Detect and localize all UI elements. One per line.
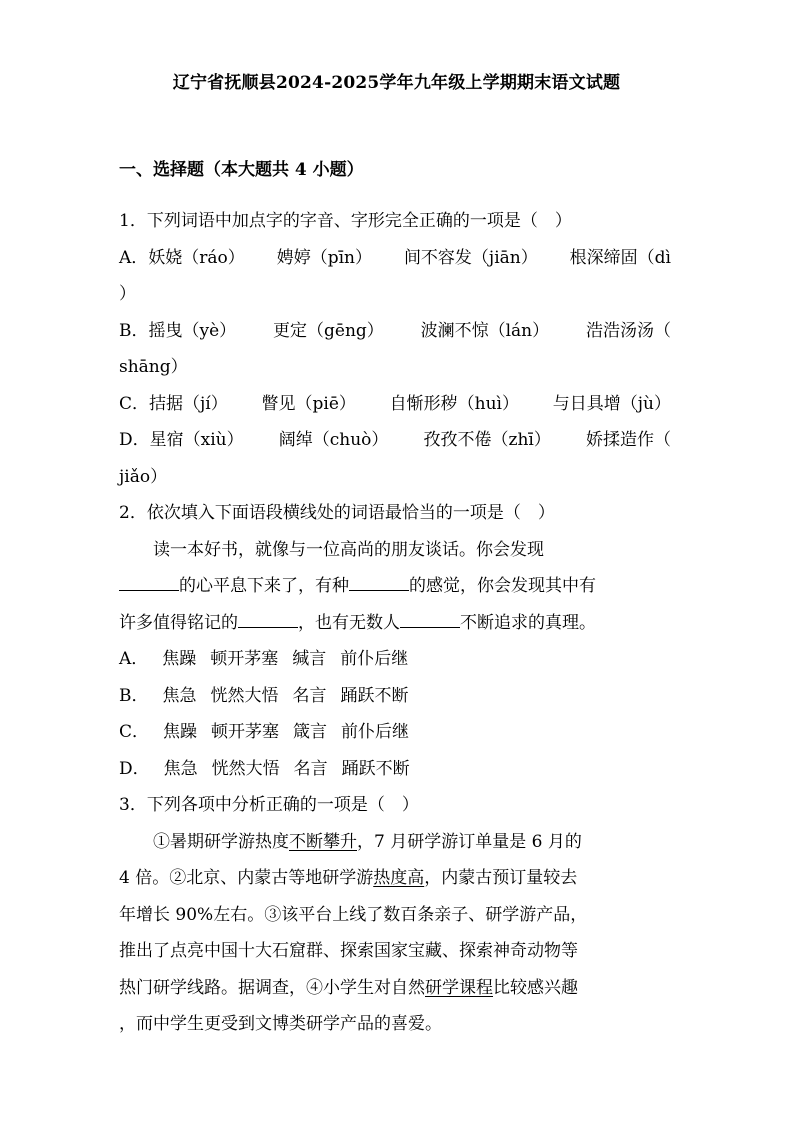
q3-passage-line-6: ，而中学生更受到文博类研学产品的喜爱。 xyxy=(119,1014,442,1034)
q1-a-item-3: 间不容发（jiān） xyxy=(403,247,538,268)
q1-option-b xyxy=(119,313,671,350)
q3-passage-line-3: 年增长 90%左右。③该平台上线了数百条亲子、研学游产品， xyxy=(119,904,588,925)
q2-option-c: C． 焦躁 顿开茅塞 箴言 前仆后继 xyxy=(119,722,410,742)
answer-blank-3[interactable] xyxy=(238,607,298,628)
questions-body xyxy=(119,203,671,1043)
q2-option-a: A． 焦躁 顿开茅塞 缄言 前仆后继 xyxy=(119,649,409,669)
q3-passage-line-1: ①暑期研学游热度不断攀升，7 月研学游订单量是 6 月的 xyxy=(153,831,582,852)
underlined-phrase-1: 不断攀升 xyxy=(289,831,357,852)
q2-passage-line-3: 许多值得铭记的 ，也有无数人 不断追求的真理。 xyxy=(119,605,671,642)
q1-stem: 1．下列词语中加点字的字音、字形完全正确的一项是（ ） xyxy=(119,211,572,231)
q1-b-item-4: 浩浩汤汤（ xyxy=(585,320,671,341)
q1-d-item-1: D．星宿（xiù） xyxy=(119,430,244,450)
q1-a-item-4: 根深缔固（dì xyxy=(569,247,671,268)
underlined-phrase-4: 研学课程 xyxy=(425,977,493,998)
answer-blank-4[interactable] xyxy=(400,607,460,628)
q1-c-item-3: 自惭形秽（huì） xyxy=(389,393,519,414)
q3-passage-line-5: 热门研学线路。据调查，④小学生对自然研学课程比较感兴趣 xyxy=(119,977,578,998)
q1-d-item-2: 阔绰（chuò） xyxy=(278,430,389,450)
q1-b-item-2: 更定（gēng） xyxy=(273,320,384,341)
q1-d-item-3: 孜孜不倦（zhī） xyxy=(423,430,551,450)
q1-c-item-1: C．拮据（jí） xyxy=(119,393,228,414)
q2-passage-line-1: 读一本好书，就像与一位高尚的朋友谈话。你会发现 xyxy=(153,539,544,560)
q2-passage-line-2: 的心平息下来了，有种 的感觉，你会发现其中有 xyxy=(119,568,671,605)
answer-blank-1[interactable] xyxy=(119,570,179,591)
q1-option-b-tail: shāng） xyxy=(119,357,188,377)
q2-stem: 2．依次填入下面语段横线处的词语最恰当的一项是（ ） xyxy=(119,503,555,523)
q1-c-item-4: 与日具增（jù） xyxy=(552,393,671,414)
q1-c-item-2: 瞥见（piē） xyxy=(261,393,356,414)
q3-stem: 3．下列各项中分析正确的一项是（ ） xyxy=(119,795,419,815)
page-title: 辽宁省抚顺县2024-2025学年九年级上学期期末语文试题 xyxy=(172,73,621,93)
q3-passage-line-4: 推出了点亮中国十大石窟群、探索国家宝藏、探索神奇动物等 xyxy=(119,941,578,961)
q2-option-b: B． 焦急 恍然大悟 名言 踊跃不断 xyxy=(119,685,409,706)
q1-option-a xyxy=(119,240,671,277)
q1-option-a-tail: ） xyxy=(119,284,136,304)
q1-a-item-2: 娉婷（pīn） xyxy=(276,247,372,268)
q1-a-item-1: A．妖娆（ráo） xyxy=(119,247,245,268)
q1-option-d xyxy=(119,422,671,459)
section-heading: 一、选择题（本大题共 4 小题） xyxy=(119,160,364,180)
q1-d-item-4: 娇揉造作（ xyxy=(586,430,671,450)
q1-option-d-tail: jiǎo） xyxy=(119,466,168,487)
q1-option-c xyxy=(119,386,671,423)
q1-b-item-3: 波澜不惊（lán） xyxy=(420,320,550,341)
q1-b-item-1: B．摇曳（yè） xyxy=(119,320,237,341)
answer-blank-2[interactable] xyxy=(349,570,409,591)
q2-option-d: D． 焦急 恍然大悟 名言 踊跃不断 xyxy=(119,758,410,779)
q3-passage-line-2: 4 倍。②北京、内蒙古等地研学游热度高，内蒙古预订量较去 xyxy=(119,868,578,888)
underlined-phrase-2: 热度高 xyxy=(373,868,425,888)
